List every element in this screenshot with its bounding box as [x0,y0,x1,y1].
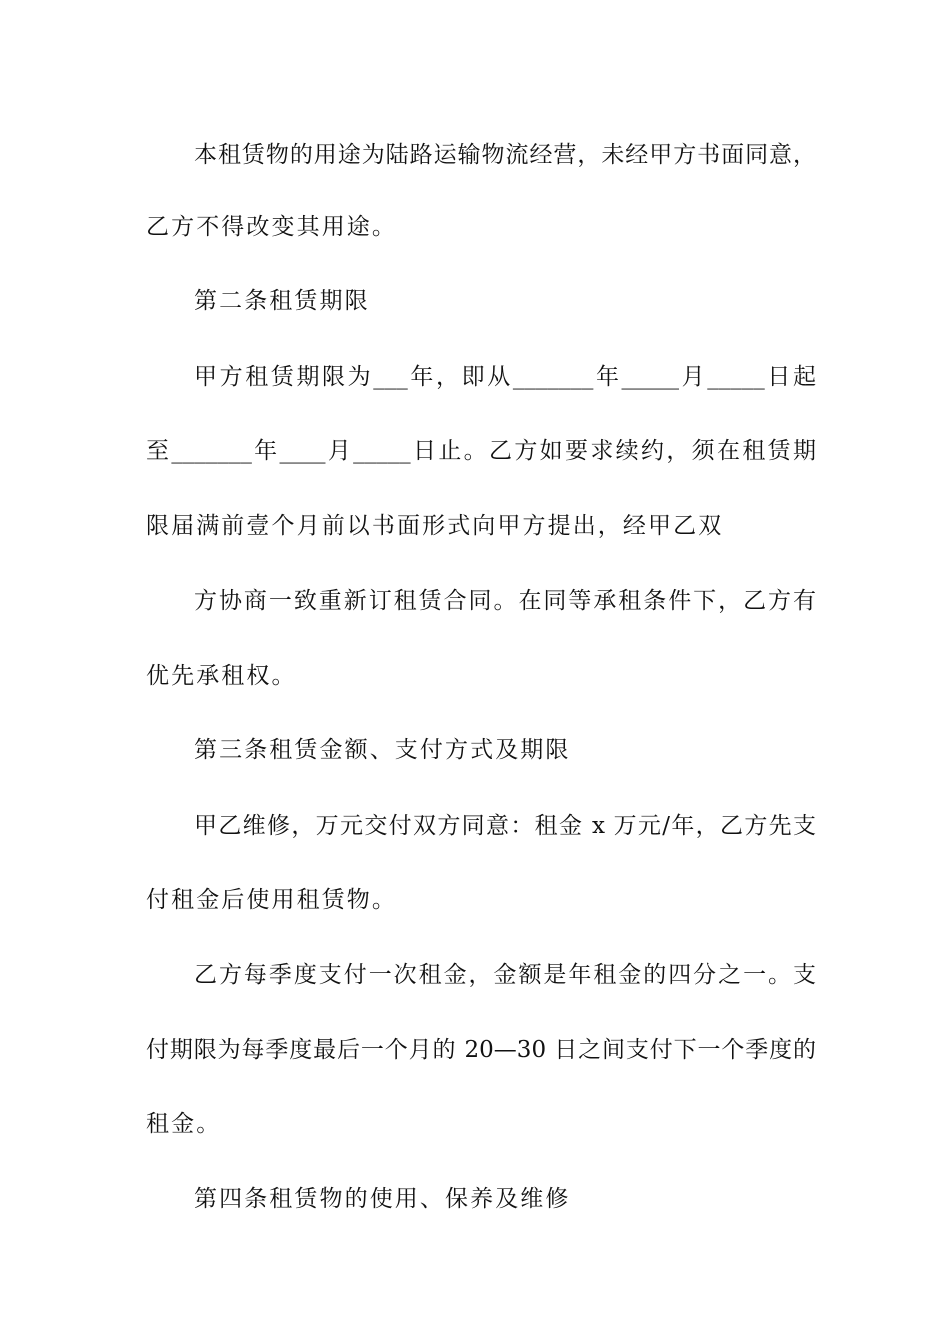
paragraph-line: 付期限为每季度最后一个月的 20—30 日之间支付下一个季度的 [146,1037,816,1063]
paragraph-line: 甲乙维修，万元交付双方同意：租金 x 万元/年，乙方先支 [194,813,816,839]
paragraph-line: 租金。 [146,1111,222,1137]
paragraph-line: 方协商一致重新订租赁合同。在同等承租条件下，乙方有 [194,588,816,614]
paragraph-line: 限届满前壹个月前以书面形式向甲方提出，经甲乙双 [146,513,724,539]
paragraph-line: 乙方每季度支付一次租金，金额是年租金的四分之一。支 [194,962,816,988]
section-heading: 第四条租赁物的使用、保养及维修 [194,1186,571,1212]
paragraph-line: 至_______年____月_____日止。乙方如要求续约，须在租赁期 [146,438,816,464]
paragraph-line: 本租赁物的用途为陆路运输物流经营，未经甲方书面同意， [194,142,816,168]
paragraph-line: 优先承租权。 [146,663,297,689]
paragraph-line: 乙方不得改变其用途。 [146,214,397,240]
section-heading: 第三条租赁金额、支付方式及期限 [194,737,571,763]
paragraph-line: 付租金后使用租赁物。 [146,887,397,913]
section-heading: 第二条租赁期限 [194,288,370,314]
paragraph-line: 甲方租赁期限为___年，即从_______年_____月_____日起 [194,364,816,390]
